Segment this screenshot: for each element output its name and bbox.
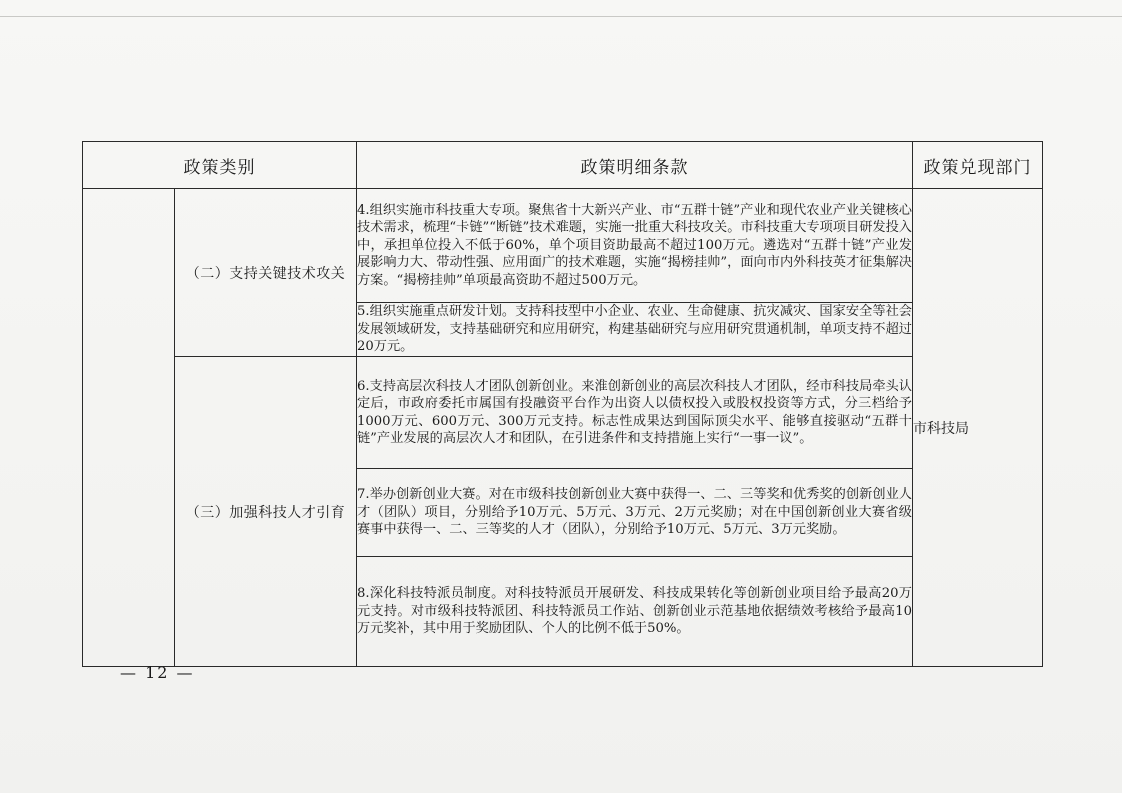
policy-item-8: 8.深化科技特派员制度。对科技特派员开展研发、科技成果转化等创新创业项目给予最高20万元支持。对市级科技特派团、科技特派员工作站、创新创业示范基地依据绩效考核给予最高10万元奖补，其中用于奖励团队、个人的比例不低于50%。 [357,557,913,667]
header-category: 政策类别 [83,142,357,189]
policy-item-7: 7.举办创新创业大赛。对在市级科技创新创业大赛中获得一、二、三等奖和优秀奖的创新创业人才（团队）项目，分别给予10万元、5万元、3万元、2万元奖励；对在中国创新创业大赛省级赛事中获得一、二、三等奖的人才（团队），分别给予10万元、5万元、3万元奖励。 [357,469,913,557]
subcategory-talent: （三）加强科技人才引育 [175,357,357,667]
table-row [83,357,1043,469]
policy-item-5: 5.组织实施重点研发计划。支持科技型中小企业、农业、生命健康、抗灾减灾、国家安全等社会发展领域研发，支持基础研究和应用研究，构建基础研究与应用研究贯通机制，单项支持不超过20万元。 [357,303,913,357]
policy-table [82,141,1043,667]
table-row [83,189,1043,303]
policy-item-4: 4.组织实施市科技重大专项。聚焦省十大新兴产业、市“五群十链”产业和现代农业产业关键核心技术需求，梳理“卡链”“断链”技术难题，实施一批重大科技攻关。市科技重大专项项目研发投入中，承担单位投入不低于60%，单个项目资助最高不超过100万元。遴选对“五群十链”产业发展影响力大、带动性强、应用面广的技术难题，实施“揭榜挂帅”，面向市内外科技英才征集解决方案。“揭榜挂帅”单项最高资助不超过500万元。 [357,189,913,303]
header-row [83,142,1043,189]
department-cell: 市科技局 [913,189,1043,667]
header-details: 政策明细条款 [357,142,913,189]
policy-item-6: 6.支持高层次科技人才团队创新创业。来淮创新创业的高层次科技人才团队，经市科技局牵头认定后，市政府委托市属国有投融资平台作为出资人以债权投入或股权投资等方式，分三档给予1000万元、600万元、300万元支持。标志性成果达到国际顶尖水平、能够直接驱动“五群十链”产业发展的高层次人才和团队，在引进条件和支持措施上实行“一事一议”。 [357,357,913,469]
page-number: — 12 — [120,663,195,682]
subcategory-key-tech: （二）支持关键技术攻关 [175,189,357,357]
category-blank-cell [83,189,175,667]
header-department: 政策兑现部门 [913,142,1043,189]
top-edge-line [0,16,1122,17]
